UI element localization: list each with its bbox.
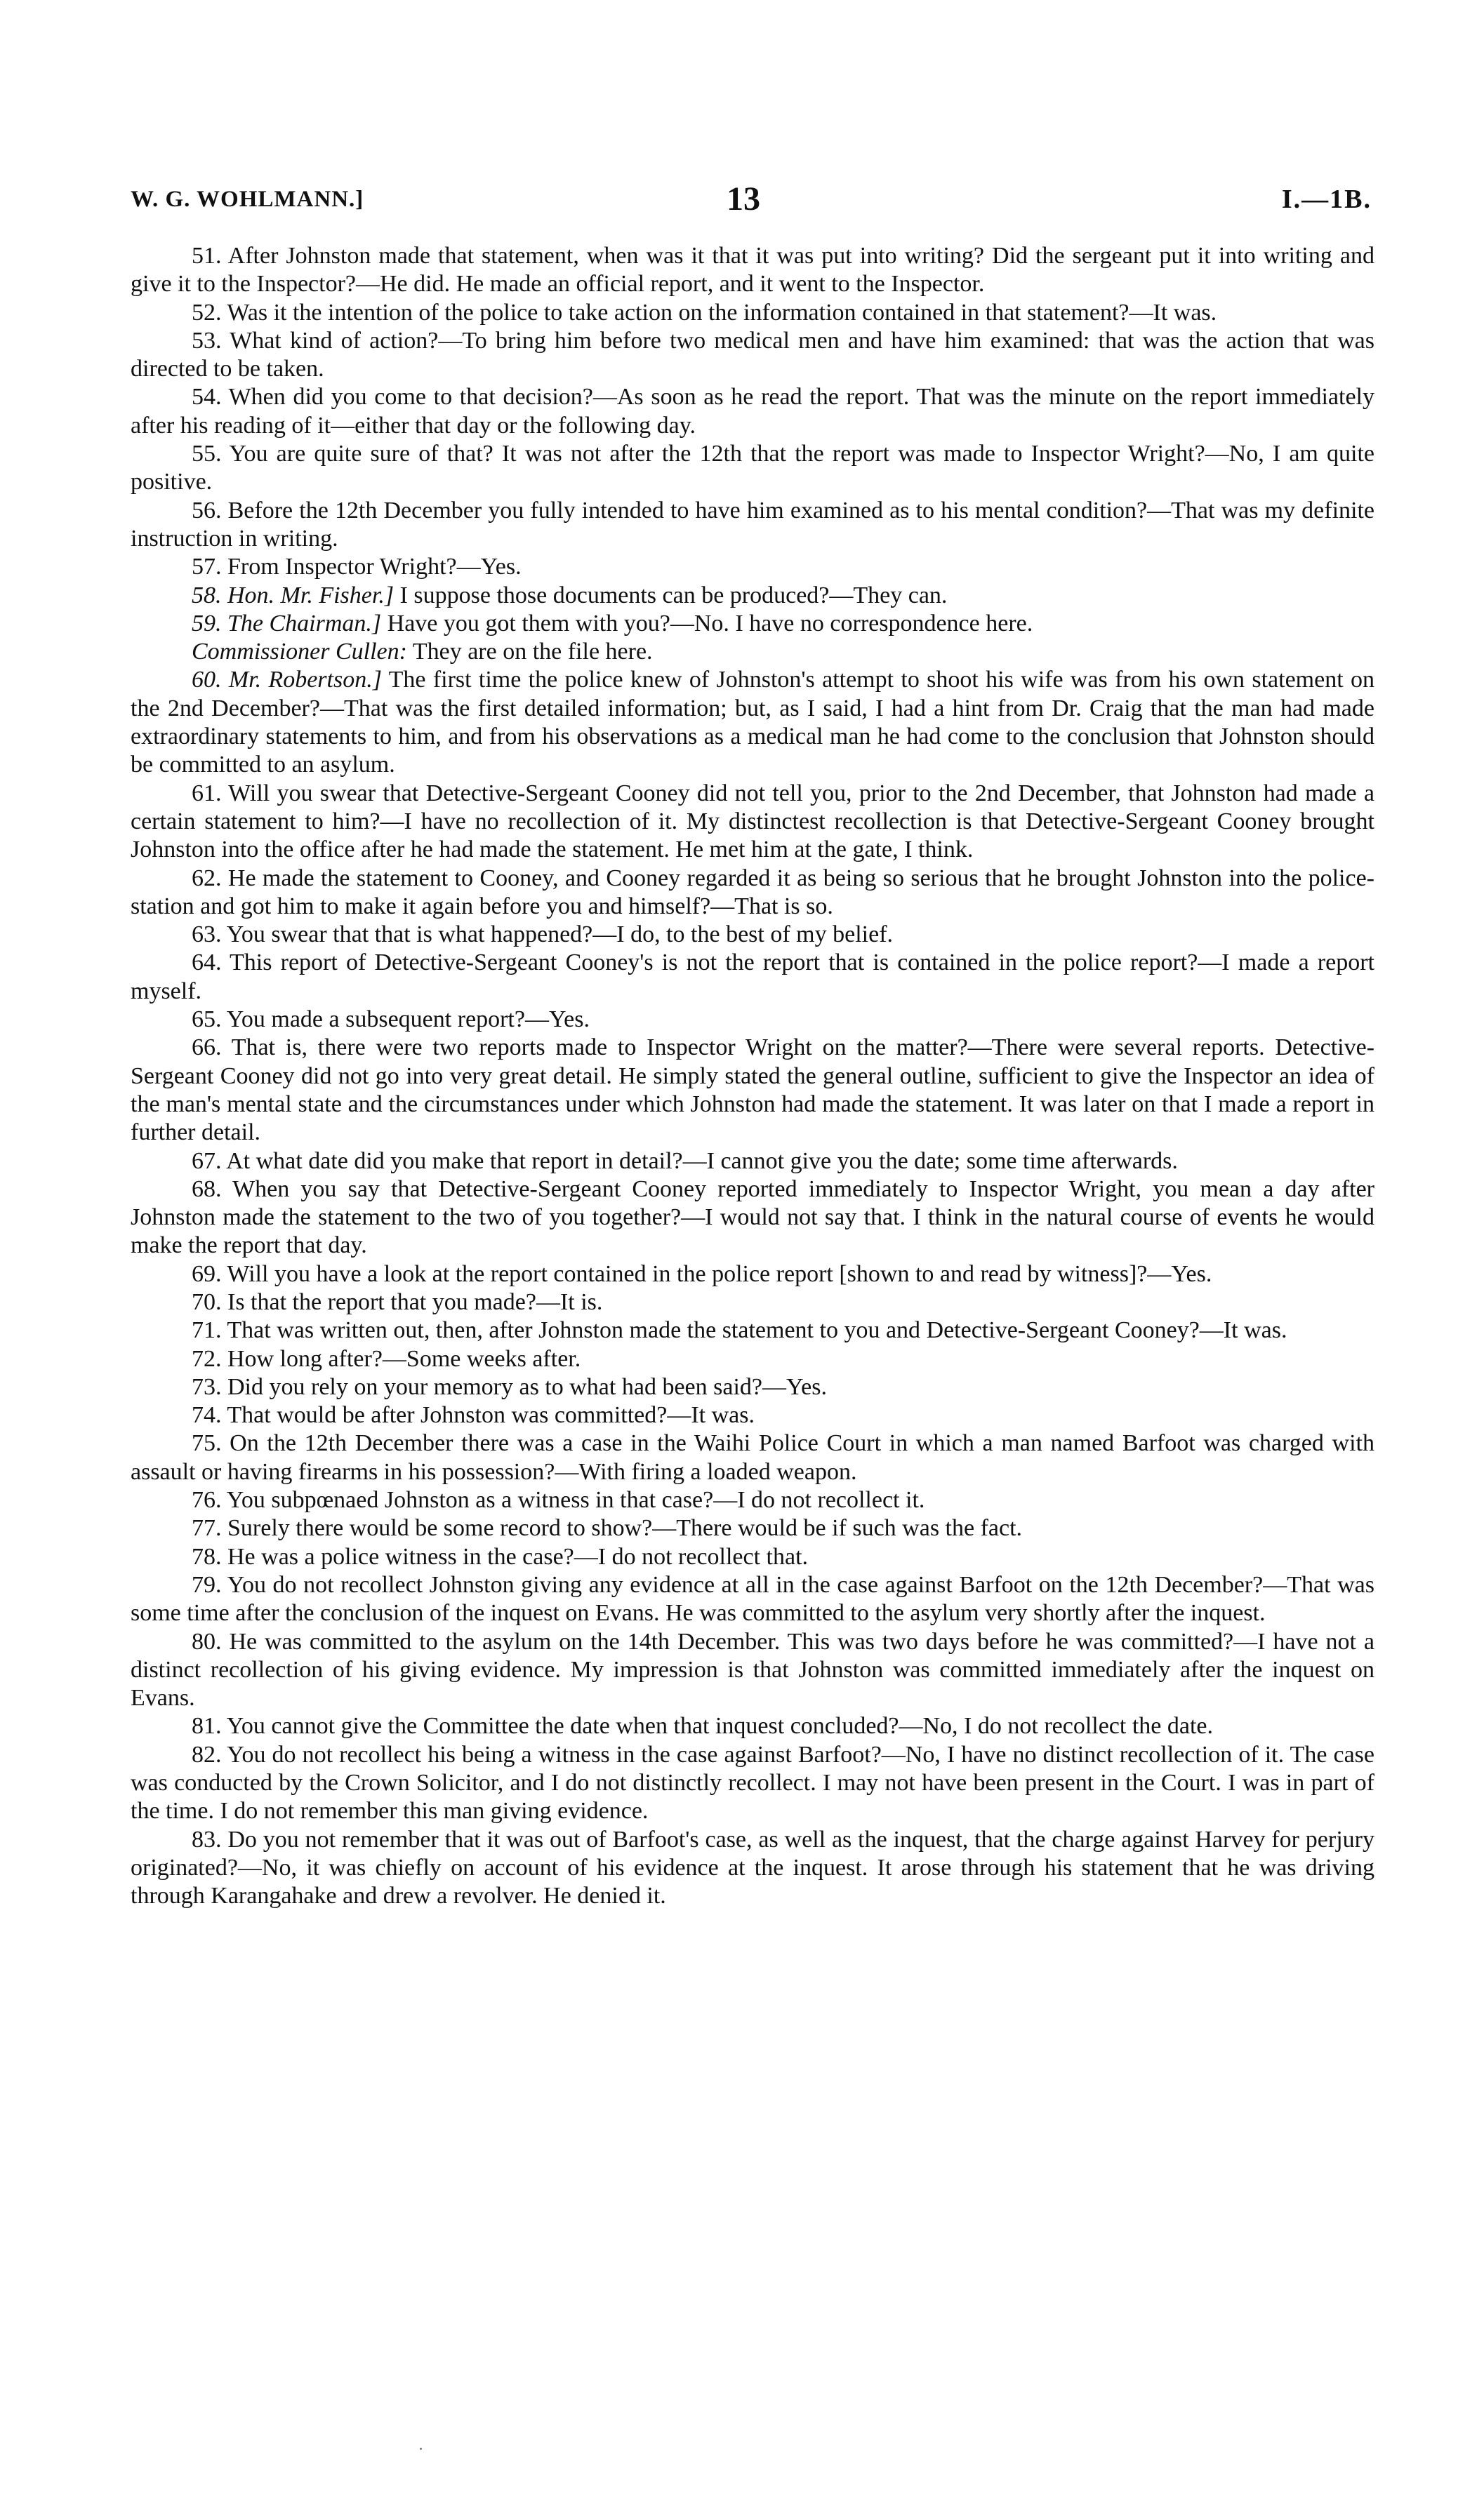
testimony-paragraph	[131, 582, 1374, 610]
testimony-paragraph	[131, 1288, 1374, 1316]
testimony-paragraph	[131, 242, 1374, 299]
paragraph-text: 70. Is that the report that you made?—It is.	[192, 1288, 603, 1315]
paragraph-text: 78. He was a police witness in the case?—I do not recollect that.	[192, 1543, 809, 1570]
paragraph-text: 75. On the 12th December there was a case in the Waihi Police Court in which a man named Barfoot was charged with assault or having firearms in his possession?—With firing a loaded weapon.	[131, 1430, 1374, 1485]
testimony-paragraph	[131, 1628, 1374, 1713]
paragraph-text: 71. That was written out, then, after Johnston made the statement to you and Detective-Sergeant Cooney?—It was.	[192, 1317, 1287, 1344]
paragraph-text: 73. Did you rely on your memory as to what had been said?—Yes.	[192, 1373, 827, 1400]
testimony-paragraph	[131, 1316, 1374, 1345]
testimony-paragraph	[131, 553, 1374, 581]
paper-speck	[420, 2448, 422, 2450]
testimony-paragraph	[131, 1514, 1374, 1542]
testimony-paragraph	[131, 1345, 1374, 1373]
testimony-paragraph	[131, 1175, 1374, 1260]
speaker-lead: Commissioner Cullen:	[192, 639, 407, 665]
paragraph-text: 68. When you say that Detective-Sergeant Cooney reported immediately to Inspector Wright, you mean a day after Johnston made the statement to the two of you together?—I would not say that. I think in the natural course of events he would make the report that day.	[131, 1175, 1374, 1259]
testimony-paragraph	[131, 1034, 1374, 1147]
paragraph-text: 55. You are quite sure of that? It was not after the 12th that the report was made to Inspector Wright?—No, I am quite positive.	[131, 441, 1374, 495]
testimony-paragraph	[131, 1373, 1374, 1401]
paragraph-text: 83. Do you not remember that it was out of Barfoot's case, as well as the inquest, that the charge against Harvey for perjury originated?—No, it was chiefly on account of his evidence at the inquest. It arose through his statement that he was driving through Karangahake and drew a revolver. He denied it.	[131, 1826, 1374, 1909]
header-witness-name: W. G. WOHLMANN.]	[131, 187, 364, 212]
testimony-body	[131, 242, 1374, 1911]
testimony-paragraph	[131, 299, 1374, 327]
testimony-paragraph	[131, 1486, 1374, 1514]
paragraph-text: 56. Before the 12th December you fully intended to have him examined as to his mental condition?—That was my definite instruction in writing.	[131, 497, 1374, 552]
testimony-paragraph	[131, 1826, 1374, 1911]
testimony-paragraph	[131, 1401, 1374, 1429]
document-reference: I.—1B.	[1281, 185, 1372, 214]
paragraph-text: 81. You cannot give the Committee the date when that inquest concluded?—No, I do not recollect the date.	[192, 1713, 1214, 1740]
paragraph-text: 57. From Inspector Wright?—Yes.	[192, 554, 522, 580]
testimony-paragraph	[131, 666, 1374, 779]
paragraph-text: 52. Was it the intention of the police to take action on the information contained in that statement?—It was.	[192, 299, 1217, 326]
paragraph-text: 80. He was committed to the asylum on the 14th December. This was two days before he was committed?—I have not a distinct recollection of his giving evidence. My impression is that Johnston was committed immediately after the inquest on Evans.	[131, 1628, 1374, 1712]
testimony-paragraph	[131, 1571, 1374, 1628]
page-number: 13	[727, 180, 760, 218]
testimony-paragraph	[131, 638, 1374, 666]
paragraph-text: 53. What kind of action?—To bring him before two medical men and have him examined: that was the action that was directed to be taken.	[131, 327, 1374, 382]
paragraph-text: They are on the file here.	[406, 639, 653, 665]
paragraph-text: 65. You made a subsequent report?—Yes.	[192, 1006, 590, 1033]
testimony-paragraph	[131, 1260, 1374, 1288]
testimony-paragraph	[131, 1712, 1374, 1740]
paragraph-text: I suppose those documents can be produced?—They can.	[394, 582, 948, 608]
paragraph-text: 79. You do not recollect Johnston giving any evidence at all in the case against Barfoot on the 12th December?—That was some time after the conclusion of the inquest on Evans. He was committed to the asylum very shortly after the inquest.	[131, 1571, 1374, 1627]
paragraph-text: 64. This report of Detective-Sergeant Cooney's is not the report that is contained in the police report?—I made a report myself.	[131, 949, 1374, 1004]
testimony-paragraph	[131, 1543, 1374, 1571]
paragraph-text: 72. How long after?—Some weeks after.	[192, 1345, 581, 1372]
paragraph-text: 62. He made the statement to Cooney, and Cooney regarded it as being so serious that he brought Johnston into the police-station and got him to make it again before you and himself?—That is so.	[131, 865, 1374, 919]
paragraph-text: The first time the police knew of Johnston's attempt to shoot his wife was from his own statement on the 2nd December?—That was the first detailed information; but, as I said, I had a hint from Dr. Craig that the man had made extraordinary statements to him, and from his observations as a medical man he had come to the conclusion that Johnston should be committed to an asylum.	[131, 667, 1374, 778]
testimony-paragraph	[131, 327, 1374, 384]
testimony-paragraph	[131, 383, 1374, 440]
paragraph-text: 54. When did you come to that decision?—As soon as he read the report. That was the minute on the report immediately after his reading of it—either that day or the following day.	[131, 384, 1374, 439]
speaker-lead: 58. Hon. Mr. Fisher.]	[192, 582, 395, 608]
testimony-paragraph	[131, 610, 1374, 638]
page-header	[131, 180, 1372, 222]
speaker-lead: 59. The Chairman.]	[192, 610, 382, 636]
testimony-paragraph	[131, 440, 1374, 497]
testimony-paragraph	[131, 1741, 1374, 1826]
testimony-paragraph	[131, 865, 1374, 921]
paragraph-text: 69. Will you have a look at the report contained in the police report [shown to and read by witness]?—Yes.	[192, 1260, 1212, 1287]
testimony-paragraph	[131, 1429, 1374, 1486]
testimony-paragraph	[131, 780, 1374, 865]
testimony-paragraph	[131, 1147, 1374, 1175]
paragraph-text: 61. Will you swear that Detective-Sergeant Cooney did not tell you, prior to the 2nd December, that Johnston had made a certain statement to him?—I have no recollection of it. My distinctest recollection is that Detective-Sergeant Cooney brought Johnston into the office after he had made the statement. He met him at the gate, I think.	[131, 780, 1374, 863]
paragraph-text: 76. You subpœnaed Johnston as a witness in that case?—I do not recollect it.	[192, 1487, 925, 1514]
testimony-paragraph	[131, 497, 1374, 554]
paragraph-text: 77. Surely there would be some record to show?—There would be if such was the fact.	[192, 1515, 1023, 1542]
paragraph-text: 74. That would be after Johnston was committed?—It was.	[192, 1402, 755, 1429]
testimony-paragraph	[131, 949, 1374, 1006]
paragraph-text: Have you got them with you?—No. I have no correspondence here.	[381, 610, 1033, 636]
paragraph-text: 51. After Johnston made that statement, when was it that it was put into writing? Did the sergeant put it into writing and give it to the Inspector?—He did. He made an official report, and it went to the Inspector.	[131, 243, 1374, 298]
paragraph-text: 66. That is, there were two reports made to Inspector Wright on the matter?—There were several reports. Detective-Sergeant Cooney did not go into very great detail. He simply stated the general outline, sufficient to give the Inspector an idea of the man's mental state and the circumstances under which Johnston had made the statement. It was later on that I made a report in further detail.	[131, 1034, 1374, 1146]
speaker-lead: 60. Mr. Robertson.]	[192, 667, 382, 693]
paragraph-text: 82. You do not recollect his being a witness in the case against Barfoot?—No, I have no distinct recollection of it. The case was conducted by the Crown Solicitor, and I do not distinctly recollect. I may not have been present in the Court. I was in part of the time. I do not remember this man giving evidence.	[131, 1741, 1374, 1825]
testimony-paragraph	[131, 1006, 1374, 1034]
paragraph-text: 63. You swear that that is what happened?—I do, to the best of my belief.	[192, 921, 894, 948]
paragraph-text: 67. At what date did you make that report in detail?—I cannot give you the date; some time afterwards.	[192, 1147, 1178, 1174]
testimony-paragraph	[131, 921, 1374, 949]
